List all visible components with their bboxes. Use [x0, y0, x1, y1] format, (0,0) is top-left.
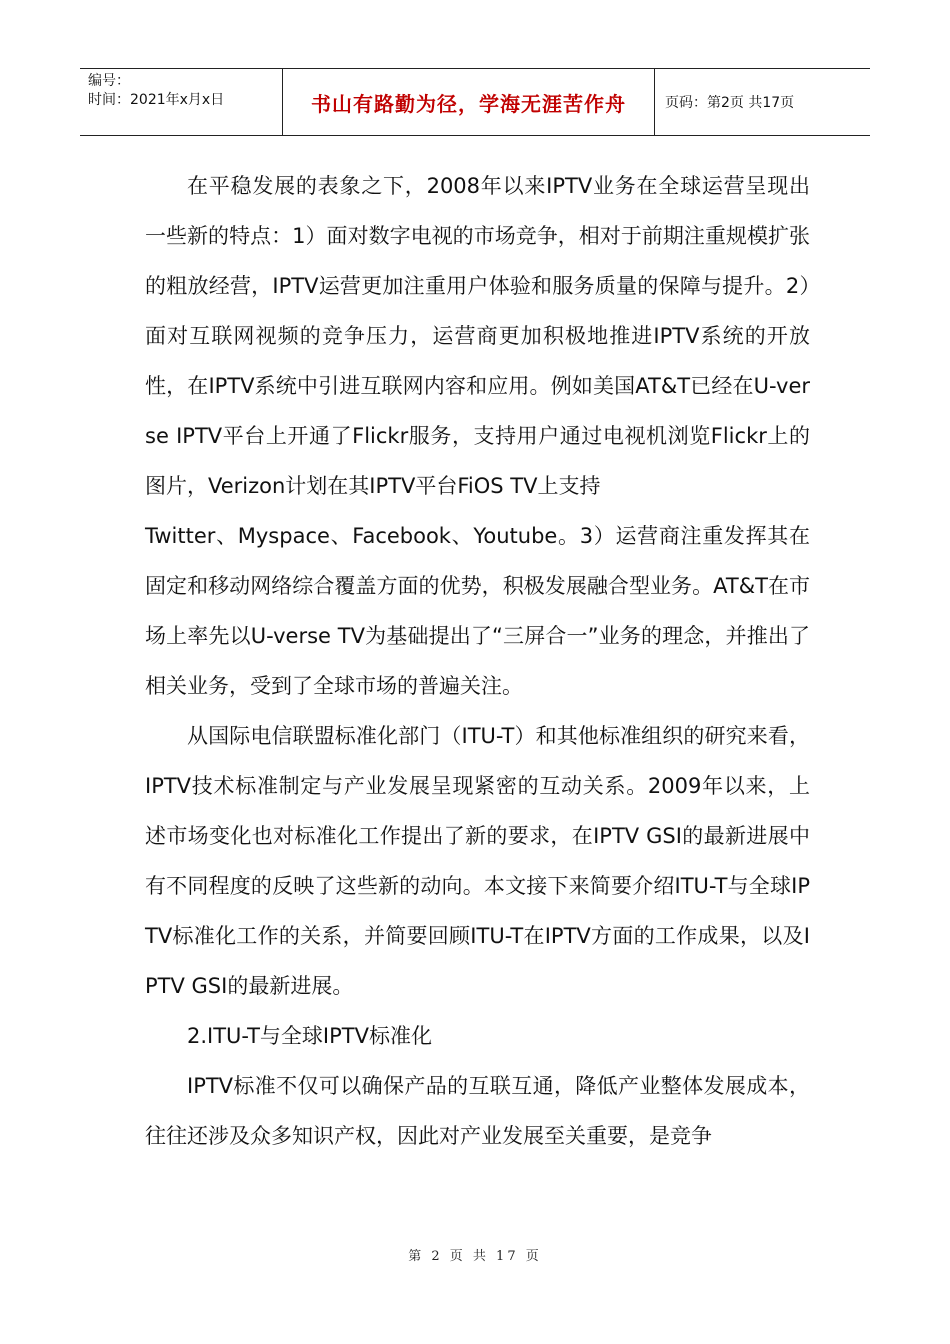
header-meta-cell — [80, 69, 283, 135]
page-footer: 第 2 页 共 17 页 — [408, 1249, 542, 1264]
section-heading: 2.ITU-T与全球IPTV标准化 — [187, 1024, 432, 1048]
document-code-label: 编号： — [88, 73, 130, 89]
header-page-info: 页码：第2页 共17页 — [665, 95, 795, 111]
paragraph-market-features-continued: Twitter、Myspace、Facebook、Youtube。3）运营商注重发挥其在固定和移动网络综合覆盖方面的优势，积极发展融合型业务。AT&T在市场上率先以U-verse TV为基础提出了“三屏合一”业务的理念，并推出了相关业务，受到了全球市场的普遍关注。 — [145, 524, 810, 698]
paragraph-itu-standards: 从国际电信联盟标准化部门（ITU-T）和其他标准组织的研究来看，IPTV技术标准制定与产业发展呈现紧密的互动关系。2009年以来，上述市场变化也对标准化工作提出了新的要求，在IPTV GSI的最新进展中有不同程度的反映了这些新的动向。本文接下来简要介绍ITU-T与全球IPTV标准化工作的关系，并简要回顾ITU-T在IPTV方面的工作成果，以及IPTV GSI的最新进展。 — [145, 724, 810, 998]
page-header — [80, 68, 870, 136]
document-body — [145, 161, 810, 1161]
header-motto: 书山有路勤为径，学海无涯苦作舟 — [283, 69, 655, 135]
document-time-label: 时间：2021年x月x日 — [88, 92, 225, 108]
paragraph-iptv-standards: IPTV标准不仅可以确保产品的互联互通，降低产业整体发展成本，往往还涉及众多知识产权，因此对产业发展至关重要，是竞争 — [145, 1074, 810, 1148]
paragraph-market-features: 在平稳发展的表象之下，2008年以来IPTV业务在全球运营呈现出一些新的特点：1）面对数字电视的市场竞争，相对于前期注重规模扩张的粗放经营，IPTV运营更加注重用户体验和服务质量的保障与提升。2）面对互联网视频的竞争压力，运营商更加积极地推进IPTV系统的开放性，在IPTV系统中引进互联网内容和应用。例如美国AT&T已经在U-verse IPTV平台上开通了Flickr服务，支持用户通过电视机浏览Flickr上的图片，Verizon计划在其IPTV平台FiOS TV上支持 — [145, 174, 810, 498]
